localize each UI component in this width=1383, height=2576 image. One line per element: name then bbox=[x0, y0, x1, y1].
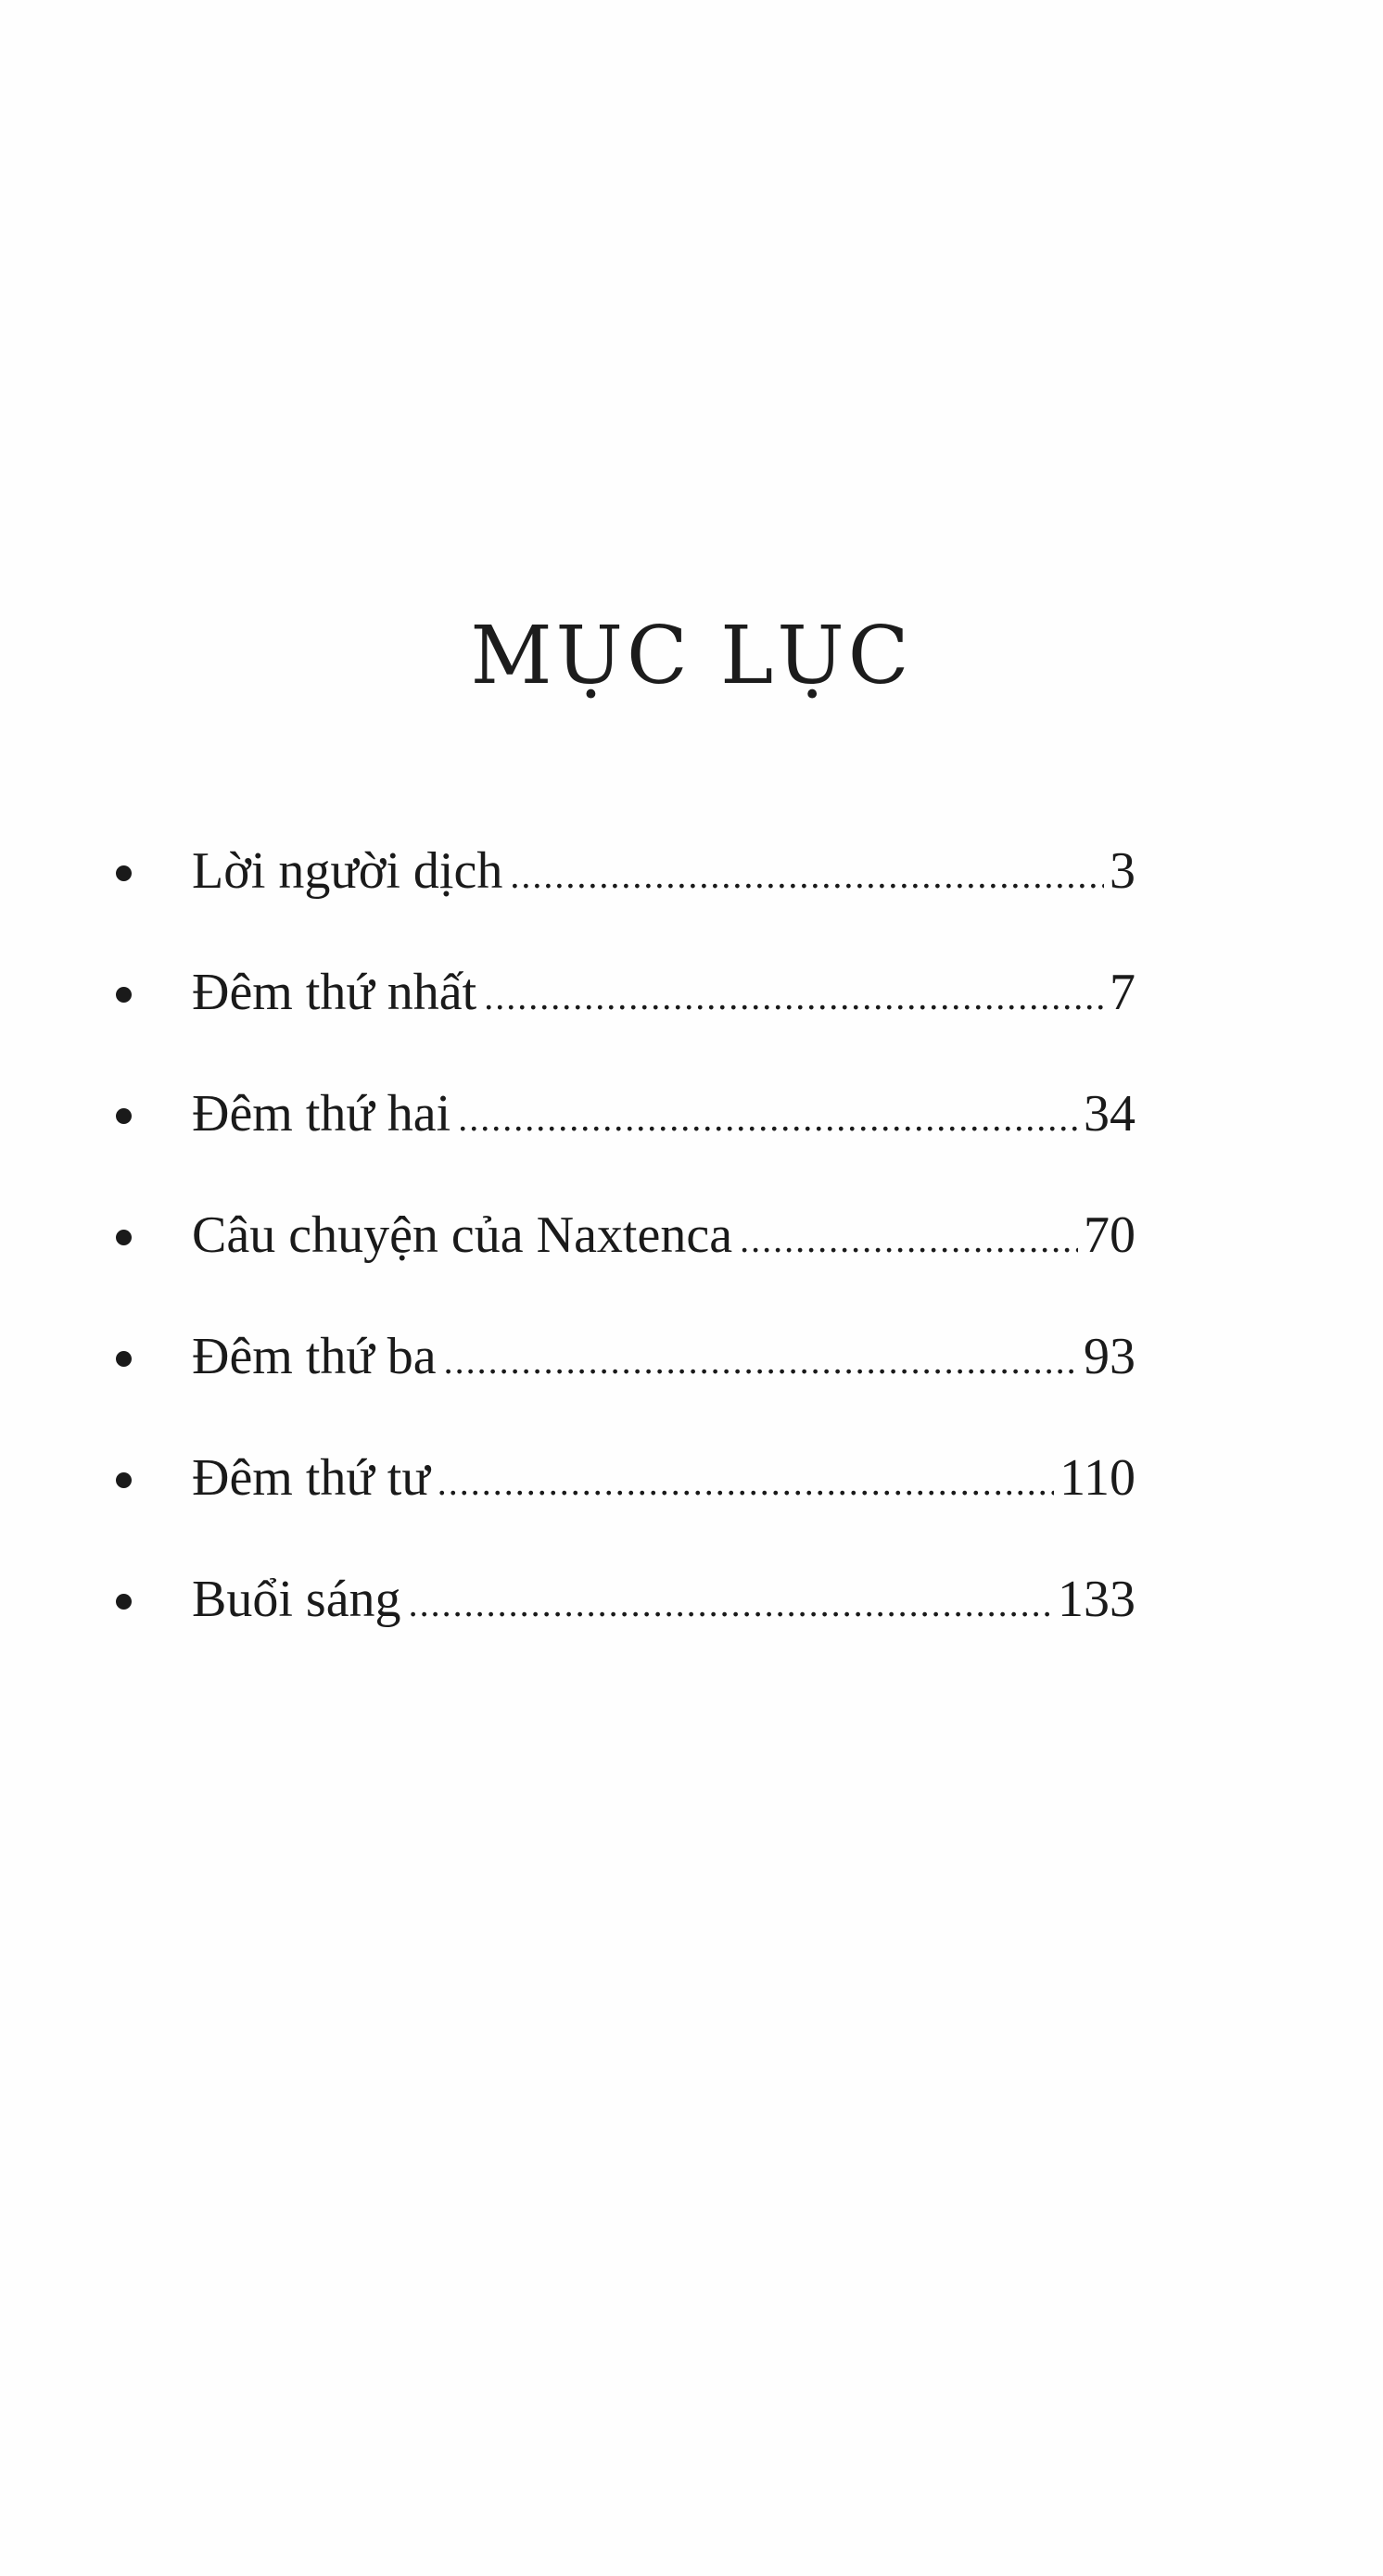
page-title: MỤC LỤC bbox=[470, 609, 913, 702]
table-of-contents bbox=[116, 834, 1136, 1684]
dot-leader bbox=[484, 960, 1104, 1034]
dot-leader bbox=[444, 1324, 1078, 1398]
toc-entry-title: Đêm thứ nhất bbox=[192, 964, 477, 1021]
dot-leader bbox=[458, 1081, 1078, 1155]
toc-entry bbox=[116, 834, 1136, 955]
toc-entry bbox=[116, 955, 1136, 1077]
toc-entry bbox=[116, 1441, 1136, 1562]
toc-entry-title: Đêm thứ tư bbox=[192, 1449, 430, 1507]
bullet-icon bbox=[116, 865, 132, 881]
toc-entry bbox=[116, 1077, 1136, 1198]
toc-entry-title: Buổi sáng bbox=[192, 1571, 401, 1628]
bullet-icon bbox=[116, 1108, 132, 1124]
toc-entry-page: 93 bbox=[1084, 1328, 1136, 1385]
toc-entry-title: Lời người dịch bbox=[192, 842, 503, 900]
dot-leader bbox=[438, 1446, 1054, 1520]
toc-entry-page: 7 bbox=[1110, 964, 1136, 1021]
toc-entry-page: 34 bbox=[1084, 1085, 1136, 1143]
bullet-icon bbox=[116, 1472, 132, 1488]
bullet-icon bbox=[116, 1594, 132, 1610]
toc-entry-page: 3 bbox=[1110, 842, 1136, 900]
dot-leader bbox=[510, 839, 1104, 913]
toc-entry-page: 70 bbox=[1084, 1206, 1136, 1264]
toc-entry-page: 110 bbox=[1059, 1449, 1136, 1507]
toc-entry-page: 133 bbox=[1058, 1571, 1136, 1628]
toc-entry bbox=[116, 1198, 1136, 1320]
toc-entry bbox=[116, 1562, 1136, 1684]
toc-entry-title: Đêm thứ hai bbox=[192, 1085, 451, 1143]
bullet-icon bbox=[116, 1230, 132, 1245]
bullet-icon bbox=[116, 987, 132, 1003]
toc-entry-title: Đêm thứ ba bbox=[192, 1328, 437, 1385]
toc-entry-title: Câu chuyện của Naxtenca bbox=[192, 1206, 733, 1264]
toc-entry bbox=[116, 1320, 1136, 1441]
dot-leader bbox=[409, 1567, 1052, 1641]
dot-leader bbox=[740, 1203, 1078, 1277]
bullet-icon bbox=[116, 1351, 132, 1367]
